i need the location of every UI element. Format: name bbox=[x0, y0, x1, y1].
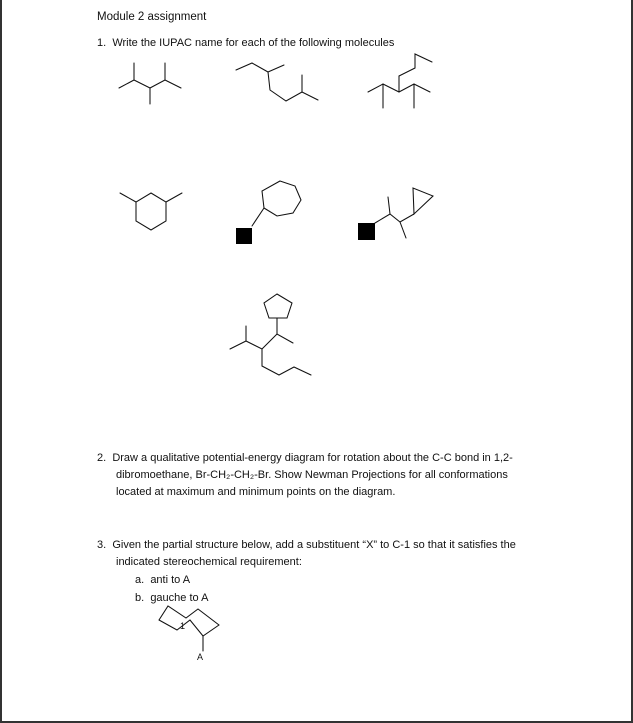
question-2-line-3: located at maximum and minimum points on the diagram. bbox=[116, 486, 396, 498]
option-b-label: b. bbox=[135, 592, 145, 604]
question-3-number: 3. bbox=[97, 539, 107, 551]
carbon-1-label: 1 bbox=[180, 621, 186, 631]
molecule-5 bbox=[236, 181, 301, 244]
molecule-7 bbox=[230, 294, 311, 375]
chair-cyclohexane bbox=[159, 606, 219, 662]
page-title: Module 2 assignment bbox=[97, 11, 207, 23]
question-1-number: 1. bbox=[97, 37, 107, 49]
option-b-text: gauche to A bbox=[150, 592, 209, 604]
question-3-line-2: indicated stereochemical requirement: bbox=[116, 556, 302, 568]
option-a-text: anti to A bbox=[150, 574, 191, 586]
question-2-text-1: Draw a qualitative potential-energy diagram for rotation about the C-C bond in 1,2- bbox=[112, 452, 513, 464]
question-2-line-2: dibromoethane, Br-CH₂-CH₂-Br. Show Newman Projections for all conformations bbox=[116, 469, 508, 481]
molecule-2 bbox=[236, 63, 318, 101]
molecule-6 bbox=[358, 188, 433, 240]
molecule-1 bbox=[119, 63, 181, 104]
option-a-label: a. bbox=[135, 574, 145, 586]
question-2-number: 2. bbox=[97, 452, 107, 464]
question-3-text-1: Given the partial structure below, add a substituent “X” to C-1 so that it satisfies the bbox=[112, 539, 516, 551]
structure-drawings bbox=[2, 0, 633, 723]
molecule-3 bbox=[368, 54, 432, 108]
molecule-4 bbox=[120, 193, 182, 230]
question-1-text: Write the IUPAC name for each of the following molecules bbox=[112, 37, 395, 49]
substituent-a-label: A bbox=[197, 652, 204, 662]
